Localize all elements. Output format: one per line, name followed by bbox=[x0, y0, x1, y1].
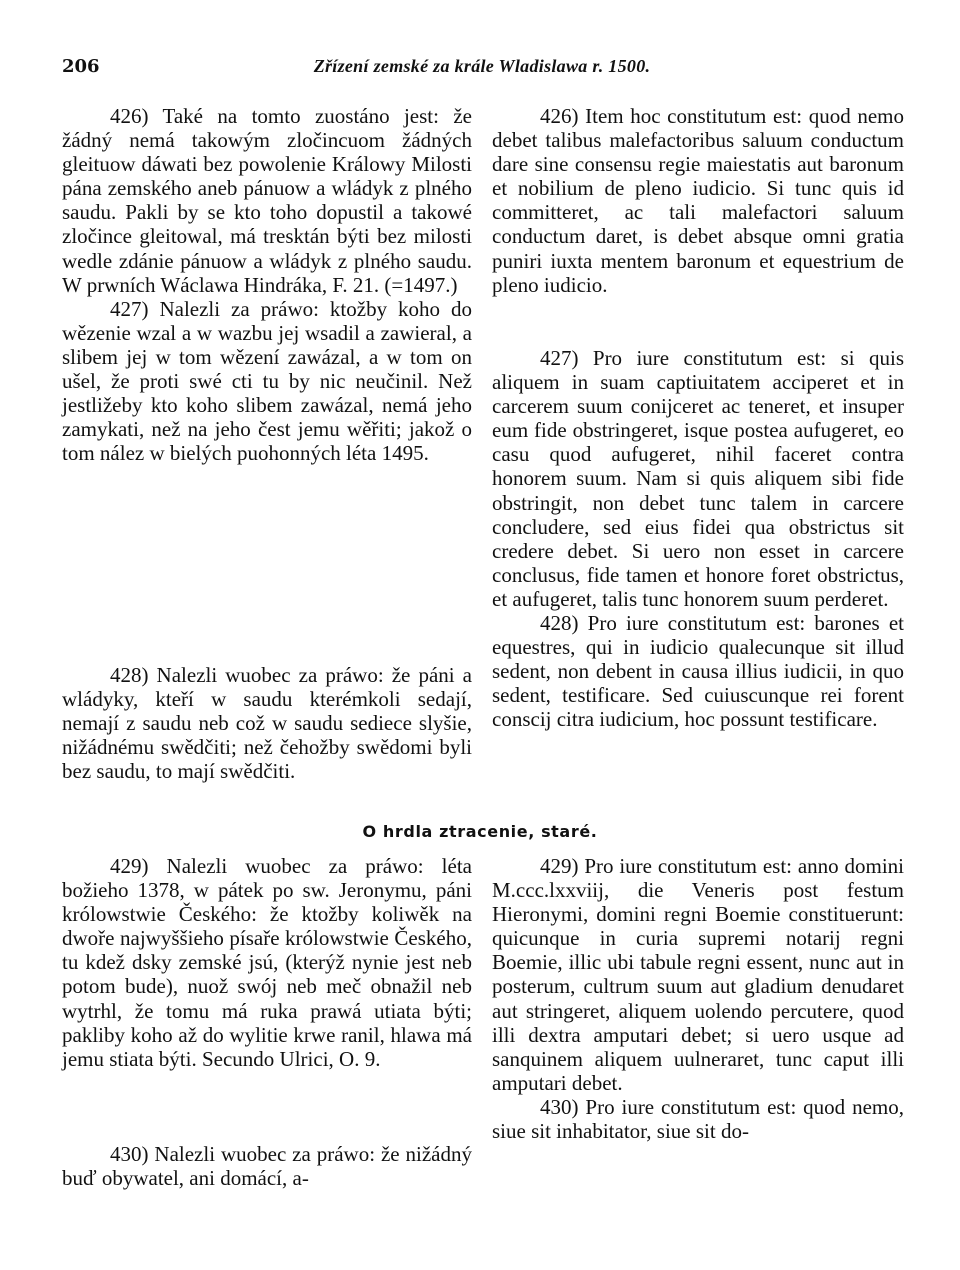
left-column-block-4 bbox=[62, 1142, 472, 1190]
left-column-block-3 bbox=[62, 854, 472, 1071]
right-column-block-1 bbox=[492, 104, 904, 297]
page-header bbox=[62, 56, 902, 86]
right-paragraph-429: 429) Pro iure constitutum est: anno domini M.ccc.lxxviij, die Veneris post festum Hieronymi, domini regni Boemie constituerunt: quicunque in curia supremi notarij regni Boemie, illic ubi tabule regni essent, nunc aut in posterum, cultrum suum aut gladium denudaret aut stringeret, aliquem uolendo percutere, quod illi dextra amputari debet; si uero usque ad sanquinem aliquem uulneraret, tunc caput illi amputari debet. bbox=[492, 854, 904, 1095]
left-paragraph-427: 427) Nalezli za práwo: ktožby koho do wězenie wzal a w wazbu jej wsadil a zawieral, a slibem jej w tom wězení zawázal, a w tom on ušel, že proti swé cti tu by nic neučinil. Než jestližeby kto koho slibem zawázal, nemá jeho zamykati, než na jeho čest jemu wěřiti; jakož o tom nález w bielých puohonných léta 1495. bbox=[62, 296, 472, 466]
right-paragraph-430: 430) Pro iure constitutum est: quod nemo, siue sit inhabitator, siue sit do- bbox=[492, 1094, 904, 1144]
left-paragraph-426: 426) Také na tomto zuostáno jest: že žádný nemá takowým zločincuom žádných gleituow dáwati bez powolenie Králowy Milosti pána zemského aneb pánuow a wládyk z plného saudu. Pakli by se kto toho dopustil a takowé zločince gleitowal, má tresktán býti bez milosti wedle zdánie pánuow a wládyk z plného saudu. W prwních Wáclawa Hindráka, F. 21. (=1497.) bbox=[62, 104, 472, 297]
section-heading: O hrdla ztracenie, staré. bbox=[362, 822, 598, 841]
right-column-block-3 bbox=[492, 854, 904, 1143]
right-paragraph-426: 426) Item hoc constitutum est: quod nemo debet talibus malefactoribus saluum conductum dare sine consensu regie maiestatis aut baronum et nobilium de pleno iudicio. Si tunc quis id committeret, ac tali malefactori saluum conductum daret, is debet absque omni gratia puniri iuxta mentem baronum et equestrium de pleno iudicio. bbox=[492, 104, 904, 297]
left-paragraph-428: 428) Nalezli wuobec za práwo: že páni a wládyky, kteří w saudu kterémkoli sedají, nemají z saudu neb což w saudu sediece slyšie, nižádnému swědčiti; než čehožby swědomi byli bez saudu, to mají swědčiti. bbox=[62, 663, 472, 784]
left-column-block-2 bbox=[62, 663, 472, 783]
left-column-block-1 bbox=[62, 104, 472, 465]
right-column-block-2 bbox=[492, 346, 904, 732]
left-paragraph-430: 430) Nalezli wuobec za práwo: že nižádný buď obywatel, ani domácí, a- bbox=[62, 1142, 472, 1191]
left-paragraph-429: 429) Nalezli wuobec za práwo: léta božieho 1378, w pátek po sw. Jeronymu, páni królowstwie Českého: že ktožby koliwěk na dwoře najwyššieho písaře królowstwie Českého, tu kdež dsky zemské jsú, (kterýž nynie jest neb potom bude), nuož swój neb meč obnažil neb wytrhl, že tomu má ruka prawá utiata býti; pakliby koho až do wylitie krwe ranil, hlawa má jemu stiata býti. Secundo Ulrici, O. 9. bbox=[62, 854, 472, 1071]
running-title: Zřízení zemské za krále Wladislawa r. 1500. bbox=[313, 56, 651, 76]
right-paragraph-427: 427) Pro iure constitutum est: si quis aliquem in suam captiuitatem acciperet et in carcerem suum conijceret ac teneret, et insuper eum fide obstringeret, isque postea aufugeret, eo casu quod aufugeret, nihil faceret contra honorem suum. Nam si quis aliquem sibi fide obstringit, non debet tunc talem in carcere concludere, sed eius fidei qua obstrictus sit credere debet. Si uero non esset in carcere conclusus, fide tamen et honore foret obstrictus, et aufugeret, talis tunc honorem suum perderet. bbox=[492, 346, 904, 611]
page-number: 206 bbox=[62, 56, 100, 77]
right-paragraph-428: 428) Pro iure constitutum est: barones et equestres, qui in iudicio qualecunque sit illud sedent, non debent in causa illius iudicii, in quo sedent, testificare. Sed cuiuscunque rei forent conscij citra iudicium, hoc possunt testificare. bbox=[492, 611, 904, 732]
